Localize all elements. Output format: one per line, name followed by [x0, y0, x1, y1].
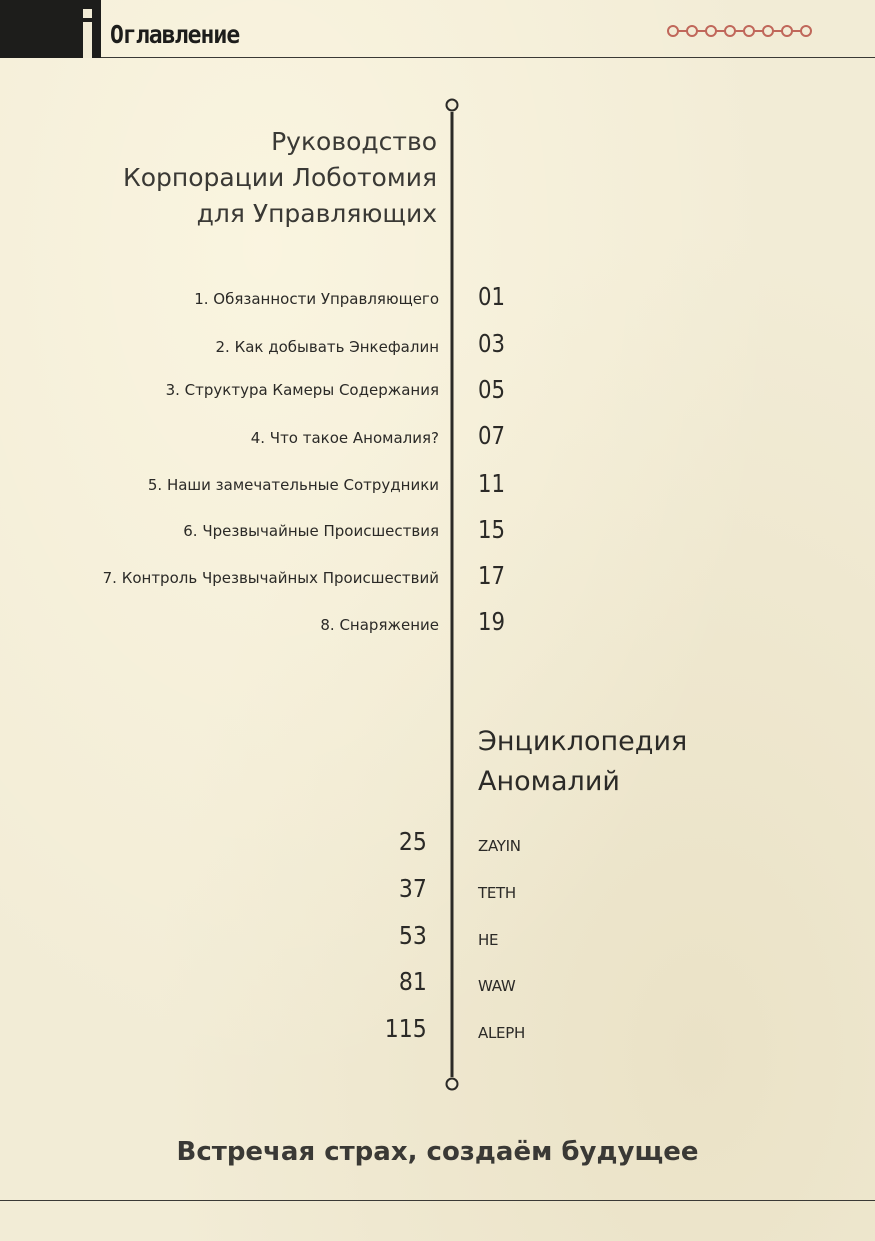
toc-item-page[interactable]: 17	[478, 561, 506, 590]
toc-item-label[interactable]: 7. Контроль Чрезвычайных Происшествий	[102, 569, 439, 587]
encyclopedia-item-class[interactable]: TETH	[478, 884, 516, 902]
toc-item-label[interactable]: 3. Структура Камеры Содержания	[165, 381, 439, 399]
encyclopedia-item-page[interactable]: 25	[399, 827, 427, 856]
timeline-line	[444, 97, 460, 1093]
encyclopedia-title-line: Энциклопедия	[478, 726, 688, 757]
manual-title-line: для Управляющих	[196, 199, 437, 228]
manual-title-line: Корпорации Лоботомия	[122, 163, 437, 192]
encyclopedia-item-page[interactable]: 115	[385, 1014, 427, 1043]
footer-divider	[0, 1200, 875, 1201]
toc-item-label[interactable]: 1. Обязанности Управляющего	[194, 290, 439, 308]
header-divider	[101, 57, 875, 58]
info-icon-stem	[83, 22, 92, 58]
encyclopedia-item-class[interactable]: HE	[478, 931, 499, 949]
toc-item-label[interactable]: 5. Наши замечательные Сотрудники	[147, 476, 439, 494]
toc-item-page[interactable]: 05	[478, 375, 506, 404]
header-marker-block	[0, 0, 101, 58]
encyclopedia-item-page[interactable]: 81	[399, 967, 427, 996]
encyclopedia-item-class[interactable]: ALEPH	[478, 1024, 525, 1042]
toc-item-label[interactable]: 6. Чрезвычайные Происшествия	[183, 522, 439, 540]
manual-title	[123, 124, 437, 232]
toc-item-page[interactable]: 01	[478, 282, 506, 311]
toc-item-label[interactable]: 8. Снаряжение	[320, 616, 439, 634]
toc-item-page[interactable]: 11	[478, 469, 506, 498]
encyclopedia-title-line: Аномалий	[478, 766, 620, 797]
page-title: Оглавление	[110, 20, 240, 49]
toc-item-page[interactable]: 07	[478, 421, 506, 450]
toc-item-page[interactable]: 15	[478, 515, 506, 544]
toc-item-page[interactable]: 19	[478, 607, 506, 636]
chain-ornament-icon	[665, 20, 817, 42]
manual-title-line: Руководство	[271, 127, 437, 156]
encyclopedia-item-page[interactable]: 53	[399, 921, 427, 950]
encyclopedia-title	[478, 722, 687, 802]
toc-item-page[interactable]: 03	[478, 329, 506, 358]
encyclopedia-item-class[interactable]: WAW	[478, 977, 516, 995]
toc-item-label[interactable]: 2. Как добывать Энкефалин	[215, 338, 439, 356]
encyclopedia-item-class[interactable]: ZAYIN	[478, 837, 521, 855]
footer-slogan: Встречая страх, создаём будущее	[176, 1137, 699, 1167]
info-icon-dot	[83, 9, 92, 18]
encyclopedia-item-page[interactable]: 37	[399, 874, 427, 903]
toc-item-label[interactable]: 4. Что такое Аномалия?	[250, 429, 439, 447]
